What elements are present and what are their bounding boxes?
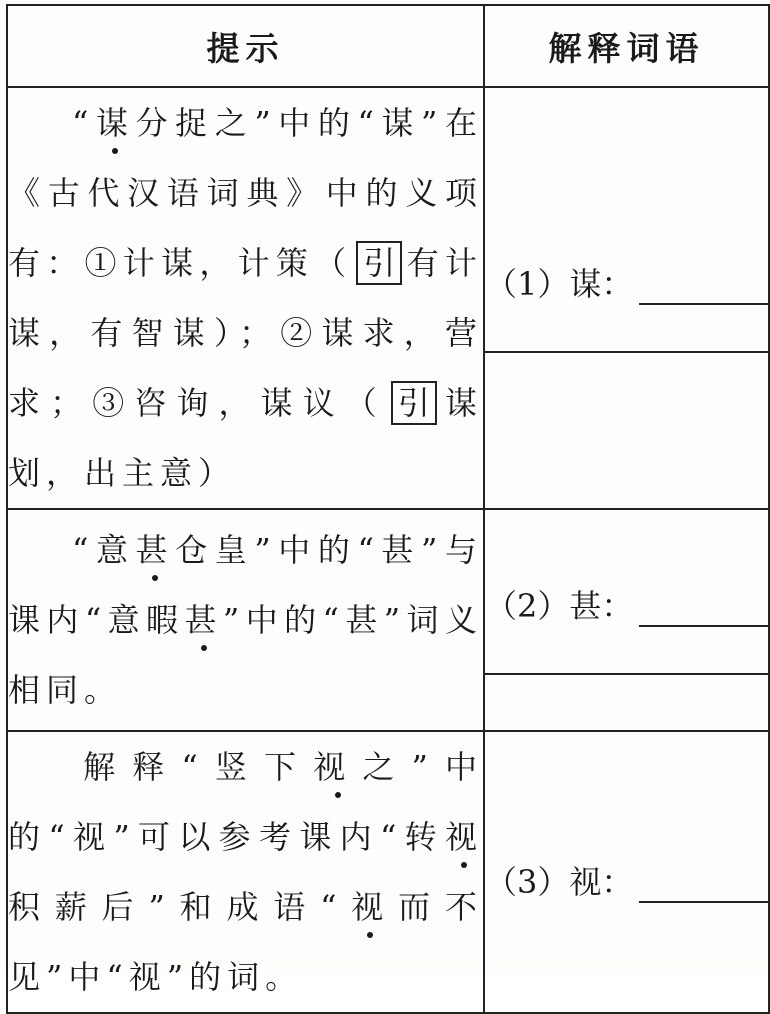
answer-label: （3）视： [485,863,634,901]
answer-blank[interactable] [639,857,768,903]
boxed-char: 引 [356,241,402,285]
header-answer: 解释词语 [484,5,769,87]
answer-label: （2）甚： [485,587,634,625]
emphasized-char: 甚 [135,531,176,569]
table-header-row [7,5,769,87]
hint-cell: “谋分捉之”中的“谋”在《古代汉语词典》中的义项有：①计谋，计策（ 引 有计谋，有智谋）；②谋求，营求；③咨询，谋议（ 引 谋划，出主意） [7,87,484,509]
answer-blank[interactable] [485,627,768,675]
answer-blank[interactable] [639,581,768,627]
boxed-char: 引 [391,381,437,425]
table-row [7,509,769,731]
answer-cell [484,509,769,731]
hint-cell: 解释“竖下视之”中的“视”可以参考课内“转视积薪后”和成语“视而不见”中“视”的词。 [7,731,484,1013]
answer-blank[interactable] [485,305,768,353]
emphasized-char: 甚 [184,601,223,639]
header-hint: 提示 [7,5,484,87]
emphasized-char: 视 [313,748,363,786]
table-row [7,87,769,509]
answer-label: （1）谋： [485,265,634,303]
emphasized-char: 视 [444,818,483,856]
answer-blank[interactable] [639,259,768,305]
hint-cell: “意甚仓皇”中的“甚”与课内“意暇甚”中的“甚”词义相同。 [7,509,484,731]
emphasized-char: 视 [342,888,399,926]
vocabulary-table [6,4,770,1014]
emphasized-char: 谋 [94,104,136,142]
answer-cell [484,87,769,509]
